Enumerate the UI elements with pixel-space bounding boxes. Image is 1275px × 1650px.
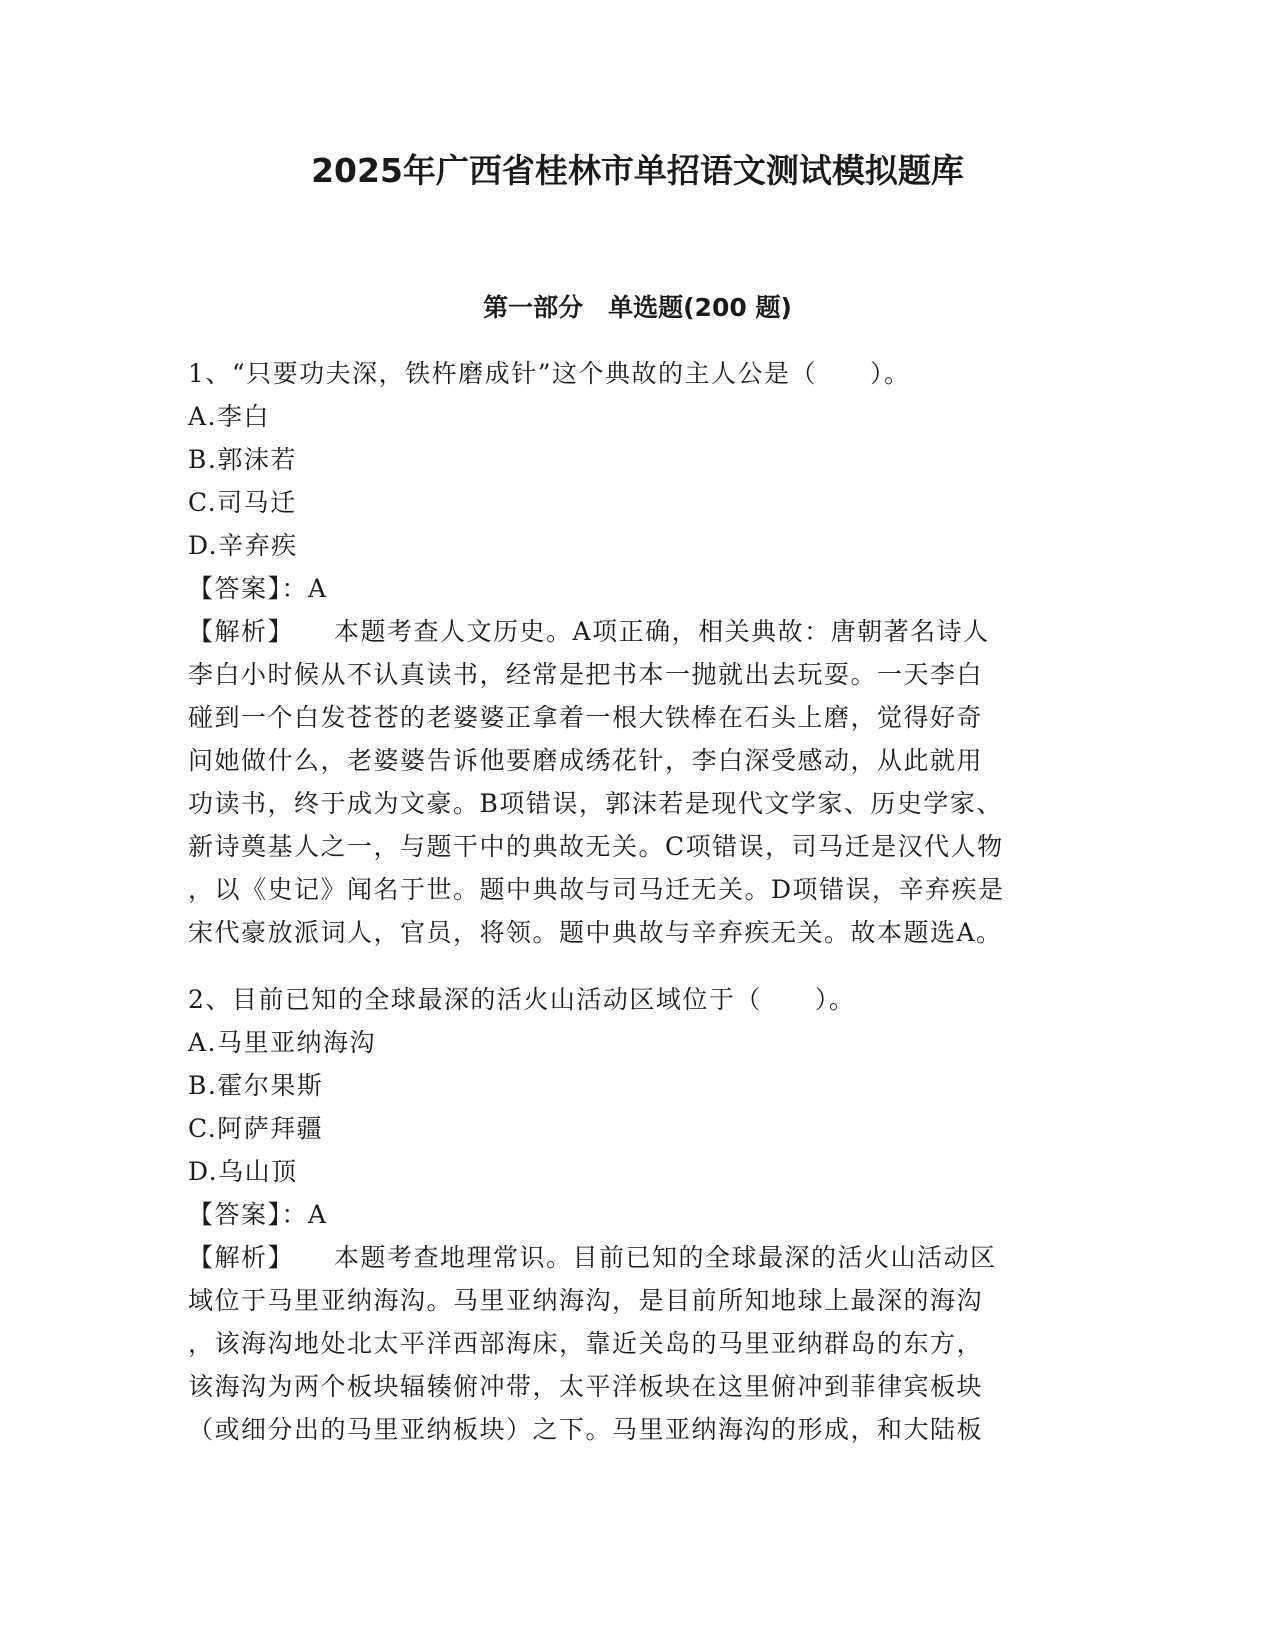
answer-value: A <box>308 1200 328 1229</box>
analysis-label: 【解析】 <box>188 1243 295 1272</box>
analysis-line: 李白小时候从不认真读书，经常是把书本一抛就出去玩耍。一天李白 <box>188 660 984 689</box>
analysis-line: ，该海沟地处北太平洋西部海床，靠近关岛的马里亚纳群岛的东方， <box>188 1329 984 1358</box>
section-title: 第一部分 单选题(200 题) <box>483 293 792 322</box>
answer-row <box>188 567 1088 610</box>
question-1 <box>188 352 1088 954</box>
analysis-line: 新诗奠基人之一，与题干中的典故无关。C项错误，司马迁是汉代人物 <box>188 832 1004 861</box>
document-title: 2025年广西省桂林市单招语文测试模拟题库 <box>311 151 964 190</box>
analysis-line: 宋代豪放派词人，官员，将领。题中典故与辛弃疾无关。故本题选A。 <box>188 918 1003 947</box>
analysis-line: 功读书，终于成为文豪。B项错误，郭沫若是现代文学家、历史学家、 <box>188 789 1003 818</box>
option-b: B.霍尔果斯 <box>188 1071 324 1100</box>
analysis-line <box>188 1236 1088 1279</box>
answer-label: 【答案】： <box>188 1200 309 1229</box>
analysis-line: 碰到一个白发苍苍的老婆婆正拿着一根大铁棒在石头上磨，觉得好奇 <box>188 703 984 732</box>
option-c: C.阿萨拜疆 <box>188 1114 324 1143</box>
option-a: A.马里亚纳海沟 <box>188 1028 377 1057</box>
option-b: B.郭沫若 <box>188 445 297 474</box>
analysis-line: ，以《史记》闻名于世。题中典故与司马迁无关。D项错误，辛弃疾是 <box>188 875 1005 904</box>
analysis-line: 该海沟为两个板块辐辏俯冲带，太平洋板块在这里俯冲到菲律宾板块 <box>188 1372 984 1401</box>
option-d: D.乌山顶 <box>188 1157 298 1186</box>
question-2 <box>188 978 1088 1451</box>
question-stem: 1、“只要功夫深，铁杵磨成针”这个典故的主人公是（ ）。 <box>188 359 911 388</box>
option-a: A.李白 <box>188 402 271 431</box>
analysis-line <box>188 610 1088 653</box>
analysis-label: 【解析】 <box>188 617 295 646</box>
analysis-line: 域位于马里亚纳海沟。马里亚纳海沟，是目前所知地球上最深的海沟 <box>188 1286 984 1315</box>
answer-value: A <box>308 574 328 603</box>
analysis-line: （或细分出的马里亚纳板块）之下。马里亚纳海沟的形成，和大陆板 <box>188 1415 984 1444</box>
option-d: D.辛弃疾 <box>188 531 298 560</box>
analysis-line: 问她做什么，老婆婆告诉他要磨成绣花针，李白深受感动，从此就用 <box>188 746 984 775</box>
answer-label: 【答案】： <box>188 574 309 603</box>
question-stem: 2、目前已知的全球最深的活火山活动区域位于（ ）。 <box>188 985 856 1014</box>
analysis-text: 本题考查人文历史。A项正确，相关典故：唐朝著名诗人 <box>334 617 990 646</box>
answer-row <box>188 1193 1088 1236</box>
option-c: C.司马迁 <box>188 488 297 517</box>
analysis-text: 本题考查地理常识。目前已知的全球最深的活火山活动区 <box>334 1243 997 1272</box>
